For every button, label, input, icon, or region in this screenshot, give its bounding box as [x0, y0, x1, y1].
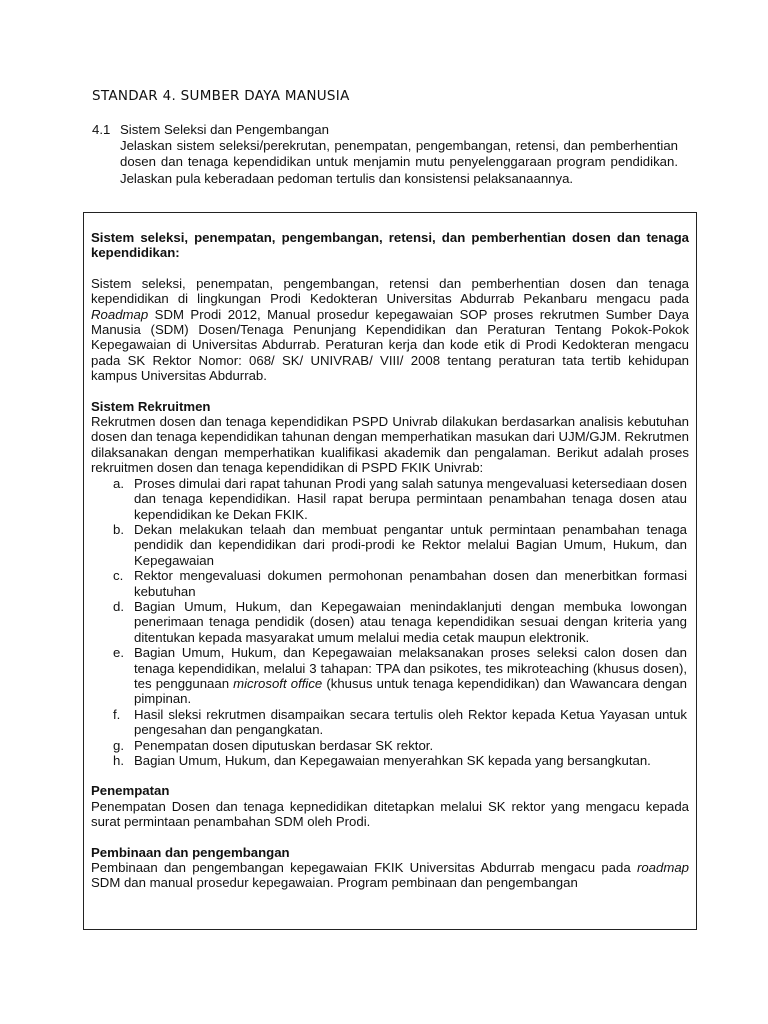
roadmap-emphasis: roadmap — [636, 860, 689, 876]
list-item: f. Hasil sleksi rekrutmen disampaikan secara tertulis oleh Rektor kepada Ketua Yayasan untuk pengesahan dan pengangkatan. — [113, 706, 687, 738]
section-title: Sistem Seleksi dan Pengembangan — [120, 122, 329, 137]
list-item: b. Dekan melakukan telaah dan membuat pengantar untuk permintaan penambahan tenaga pendidik dan kependidikan dari prodi-prodi ke Rektor melalui Bagian Umum, Hukum, dan Kepegawaian — [113, 521, 687, 568]
intro-paragraph: Sistem seleksi, penempatan, pengembangan, retensi dan pemberhentian dosen dan tenaga kependidikan di lingkungan Prodi Kedokteran Universitas Abdurrab Pekanbaru mengacu pada Roadmap SDM Prodi 2012, Manual prosedur kepegawaian SOP proses rekrutmen Sumber Daya Manusia (SDM) Dosen/Tenaga Penunjang Kependidikan dan Peraturan Tentang Pokok-Pokok Kepegawaian di Universitas Abdurrab. Peraturan kerja dan kode etik di Prodi Kedokteran mengacu pada SK Rektor Nomor: 068/ SK/ UNIVRAB/ VIII/ 2008 tentang peraturan tata tertib kehidupan kampus Universitas Abdurrab. — [91, 275, 689, 384]
recruitment-steps — [91, 476, 689, 769]
list-item: a. Proses dimulai dari rapat tahunan Prodi yang salah satunya mengevaluasi ketersediaan dosen dan tenaga kependidikan. Hasil rapat berupa permintaan penambahan tenaga dosen atau kependidikan ke Dekan FKIK. — [113, 475, 687, 522]
recruitment-heading: Sistem Rekruitmen — [91, 398, 211, 414]
list-item: c. Rektor mengevaluasi dokumen permohonan penambahan dosen dan menerbitkan formasi kebutuhan — [113, 568, 687, 599]
intro-heading: Sistem seleksi, penempatan, pengembangan, retensi, dan pemberhentian dosen dan tenaga kependidikan: — [91, 230, 689, 261]
section-number: 4.1 — [92, 122, 111, 137]
placement-heading: Penempatan — [91, 783, 170, 799]
placement-paragraph: Penempatan Dosen dan tenaga kepnedidikan ditetapkan melalui SK rektor yang mengacu kepada surat permintaan penambahan SDM oleh Prodi. — [91, 798, 689, 830]
roadmap-emphasis: Roadmap — [91, 306, 149, 322]
development-heading: Pembinaan dan pengembangan — [91, 844, 290, 860]
answer-box — [83, 212, 697, 930]
development-paragraph: Pembinaan dan pengembangan kepegawaian FKIK Universitas Abdurrab mengacu pada roadmap SDM dan manual prosedur kepegawaian. Program pembinaan dan pengembangan — [91, 860, 689, 891]
answer-content — [91, 230, 689, 891]
list-item: d. Bagian Umum, Hukum, dan Kepegawaian menindaklanjuti dengan membuka lowongan penerimaan tenaga pendidik (dosen) atau tenaga kependidikan sesuai dengan kriteria yang ditentukan kepada masyarakat umum melalui media cetak maupun elektronik. — [113, 598, 687, 645]
page-title: STANDAR 4. SUMBER DAYA MANUSIA — [92, 88, 350, 104]
list-item: g. Penempatan dosen diputuskan berdasar SK rektor. — [113, 737, 434, 753]
list-item: h. Bagian Umum, Hukum, dan Kepegawaian menyerahkan SK kepada yang bersangkutan. — [113, 753, 651, 768]
section-description: Jelaskan sistem seleksi/perekrutan, penempatan, pengembangan, retensi, dan pemberhentian dosen dan tenaga kependidikan untuk menjamin mutu penyelenggaraan program pendidikan. Jelaskan pula keberadaan pedoman tertulis dan konsistensi pelaksanaannya. — [120, 138, 678, 186]
list-item: e. Bagian Umum, Hukum, dan Kepegawaian melaksanakan proses seleksi calon dosen dan tenaga kependidikan, melalui 3 tahapan: TPA dan psikotes, tes mikroteaching (khusus dosen), tes penggunaan microsoft office (khusus untuk tenaga kependidikan) dan Wawancara dengan pimpinan. — [113, 645, 687, 707]
recruitment-paragraph: Rekrutmen dosen dan tenaga kependidikan PSPD Univrab dilakukan berdasarkan analisis kebutuhan dosen dan tenaga kependidikan tahunan dengan memperhatikan masukan dari UJM/GJM. Rekrutmen dilaksanakan dengan memperhatikan kualifikasi akademik dan pengalaman. Berikut adalah proses rekruitmen dosen dan tenaga kependidikan di PSPD FKIK Univrab: — [91, 414, 689, 476]
